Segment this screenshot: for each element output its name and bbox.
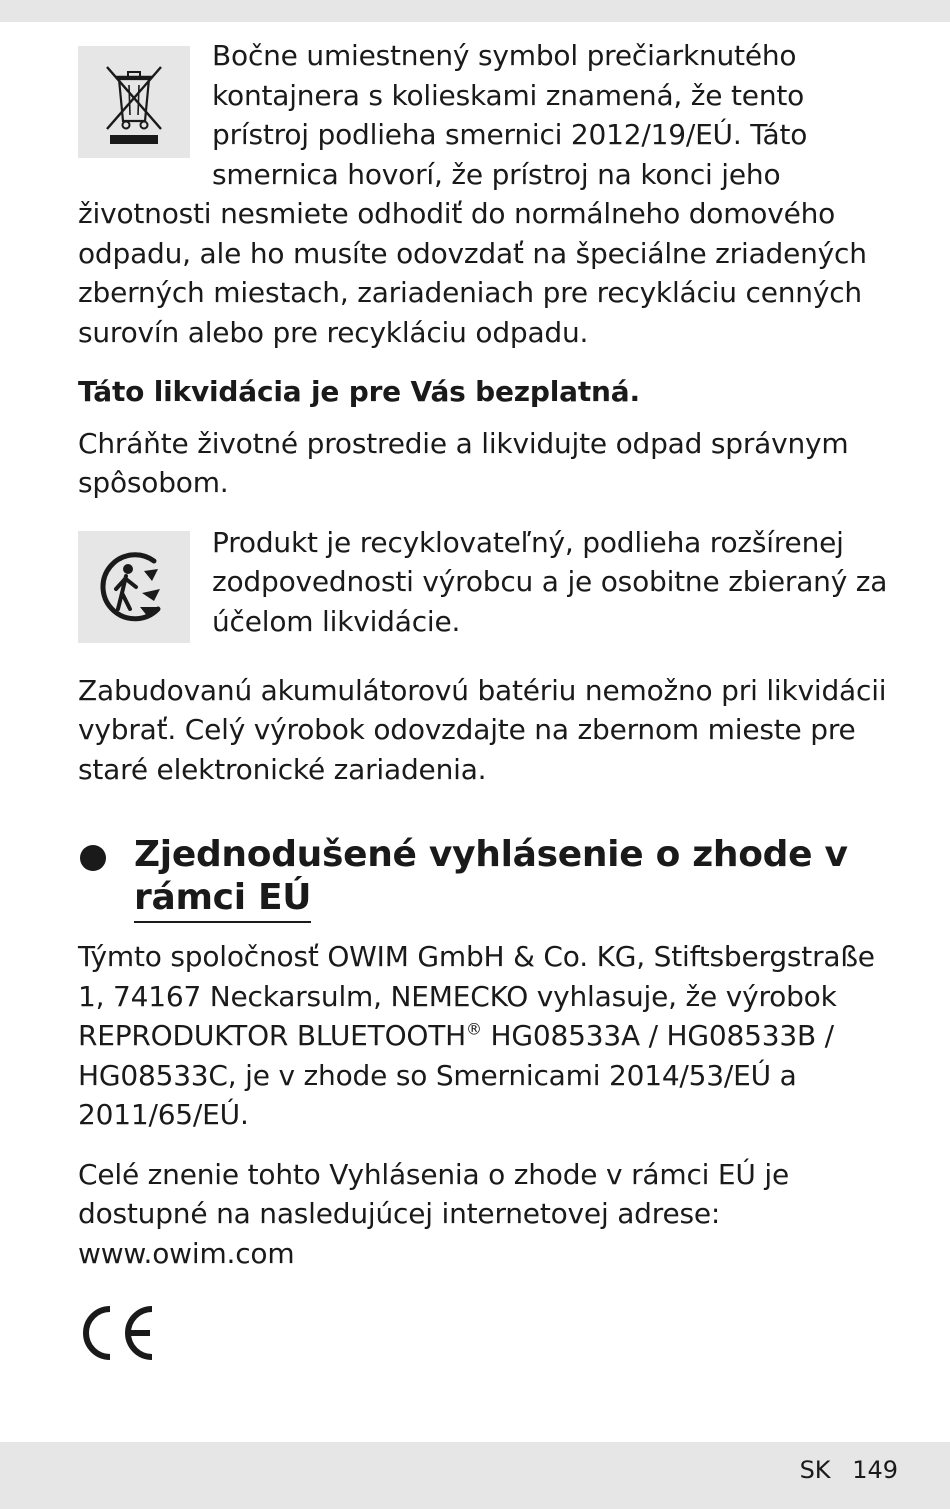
weee-paragraph: Bočne umiestnený symbol prečiarknutého kontajnera s kolieskami znamená, že tento prístroj podlieha smernici 2012/19/EÚ. Táto smernica hovorí, že prístroj na konci jeho životnosti nesmiete odhodiť do normálneho domového odpadu, ale ho musíte odovzdať na špeciálne zriadených zberných miestach, zariadeniach pre recykláciu cenných surovín alebo pre recykláciu odpadu. — [78, 39, 867, 349]
triman-recycling-icon — [92, 545, 176, 629]
battery-paragraph: Zabudovanú akumulátorovú batériu nemožno pri likvidácii vybrať. Celý výrobok odovzdajte na zbernom mieste pre staré elektronické zariadenia. — [78, 673, 887, 786]
declaration-paragraph — [78, 937, 893, 1135]
environment-paragraph: Chráňte životné prostredie a likvidujte odpad správnym spôsobom. — [78, 426, 849, 499]
footer-band — [0, 1442, 950, 1509]
declaration-text-1: Týmto spoločnosť OWIM GmbH & Co. KG, Stiftsbergstraße 1, 74167 Neckarsulm, NEMECKO vyhlasuje, že výrobok REPRODUKTOR BLUETOOTH — [78, 940, 875, 1052]
free-disposal-note: Táto likvidácia je pre Vás bezplatná. — [78, 375, 640, 408]
registered-mark: ® — [466, 1019, 482, 1039]
ce-mark-container — [78, 1303, 893, 1367]
top-band — [0, 0, 950, 22]
triman-block — [78, 523, 893, 647]
section-heading — [78, 833, 893, 923]
heading-bullet-icon — [80, 845, 106, 871]
weee-icon-box — [78, 46, 190, 158]
owim-url: www.owim.com — [78, 1236, 295, 1270]
crossed-out-wheelie-bin-icon — [99, 59, 169, 145]
triman-paragraph: Produkt je recyklovateľný, podlieha rozšírenej zodpovednosti výrobcu a je osobitne zbieraný za účelom likvidácie. — [212, 525, 888, 638]
triman-icon-box — [78, 531, 190, 643]
heading-line-1: Zjednodušené vyhlásenie o zhode v — [134, 834, 848, 875]
page-content — [78, 36, 893, 1367]
full-text-sentence: Celé znenie tohto Vyhlásenia o zhode v rámci EÚ je dostupné na nasledujúcej internetovej adrese: — [78, 1157, 790, 1230]
declaration-text-2: HG08533A / HG08533B / HG08533C, je v zhode so Smernicami 2014/53/EÚ a 2011/65/EÚ. — [78, 1019, 834, 1131]
footer — [800, 1456, 898, 1484]
ce-mark-icon — [78, 1303, 158, 1363]
full-text-paragraph — [78, 1155, 893, 1274]
footer-page-number: 149 — [852, 1456, 898, 1484]
heading-line-2: rámci EÚ — [134, 876, 311, 923]
footer-language: SK — [799, 1456, 831, 1484]
